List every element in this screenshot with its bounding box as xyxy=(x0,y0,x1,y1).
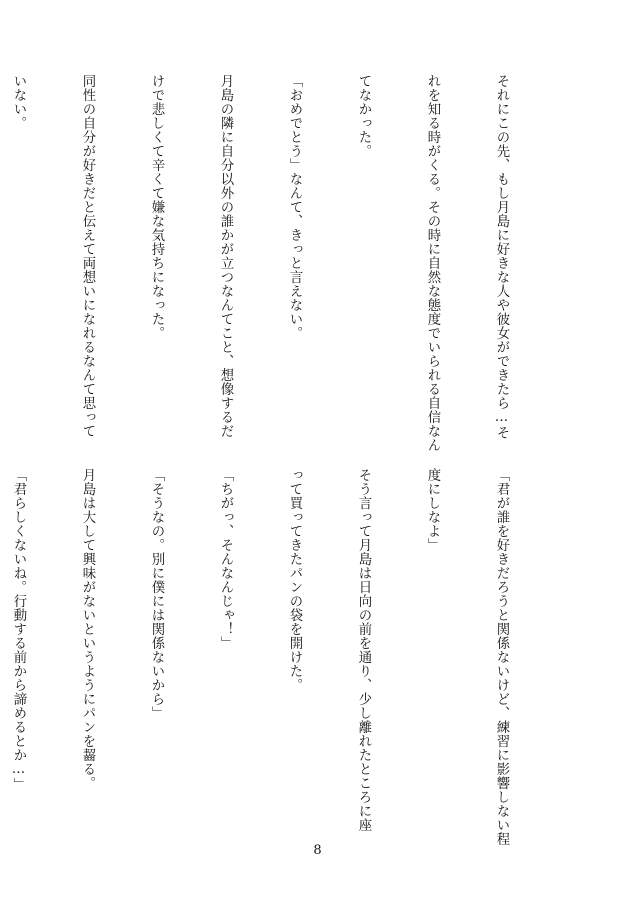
text-line: 「そうなの。別に僕には関係ないから」 xyxy=(149,468,164,720)
text-line: 「君らしくないね。行動する前から諦めるとか…」 xyxy=(11,468,26,792)
text-line: れを知る時がくる。その時に自然な態度でいられる自信なん xyxy=(425,74,440,452)
text-line: けで悲しくて辛くて嫌な気持ちになった。 xyxy=(149,74,164,340)
text-block-lower xyxy=(11,468,559,846)
text-line: 「君が誰を好きだろうと関係ないけど、練習に影響しない程 xyxy=(494,468,509,846)
page-number: 8 xyxy=(313,843,322,858)
text-line: 月島は大して興味がないというようにパンを齧る。 xyxy=(80,468,95,790)
text-line: 「ちがっ、そんなんじゃ！」 xyxy=(218,468,233,650)
text-line: それにこの先、もし月島に好きな人や彼女ができたら…そ xyxy=(494,74,509,440)
text-block-upper xyxy=(11,74,559,452)
text-line: って買ってきたパンの袋を開けた。 xyxy=(287,468,302,692)
text-line: そう言って月島は日向の前を通り、少し離れたところに座 xyxy=(356,468,371,832)
text-line: 「おめでとう」なんて、きっと言えない。 xyxy=(287,74,302,340)
text-line: てなかった。 xyxy=(356,74,371,158)
text-line: 同性の自分が好きだと伝えて両想いになれるなんて思って xyxy=(80,74,95,438)
text-line: 月島の隣に自分以外の誰かが立つなんてこと、想像するだ xyxy=(218,74,233,438)
text-line: いない。 xyxy=(11,74,26,130)
text-line: 度にしなよ」 xyxy=(425,468,440,552)
